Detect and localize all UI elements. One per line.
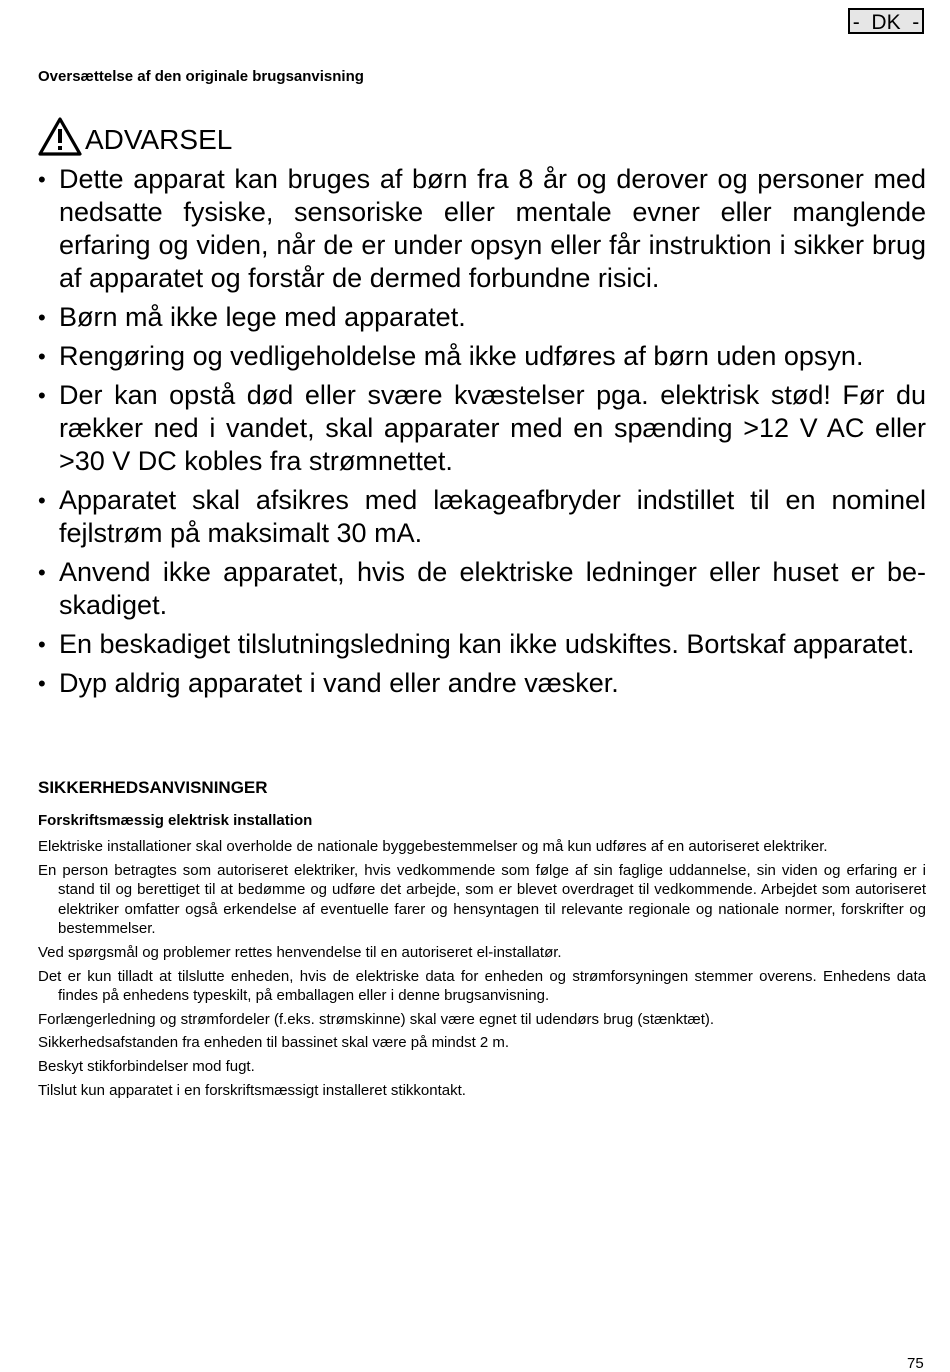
bullet: • — [38, 167, 46, 192]
safety-paragraph: Sikkerhedsafstanden fra enheden til bassinet skal være på mindst 2 m. — [38, 1034, 510, 1052]
bullet: • — [38, 560, 46, 585]
safety-paragraph: Elektriske installationer skal overholde de nationale byggebestemmelser og må kun udføres af en autoriseret elektriker. — [38, 838, 828, 855]
warning-item-text: Apparatet skal afsikres med lækageafbryder indstillet til en nominel fejlstrøm på maksimalt 30 mA. — [59, 485, 926, 548]
safety-paragraph: Tilslut kun apparatet i en forskriftsmæssigt installeret stikkontakt. — [38, 1081, 466, 1099]
warning-item-text: Anvend ikke apparatet, hvis de elektriske ledninger eller huset er beskadiget. — [59, 557, 926, 620]
warning-item — [38, 301, 926, 334]
warning-item-text: Der kan opstå død eller svære kvæstelser pga. elektrisk stød! Før du rækker ned i vandet, skal apparater med en spænding >12 V AC eller >30 V DC kobles fra strømnettet. — [59, 380, 926, 476]
warning-item — [38, 484, 926, 550]
warning-item-text: Dette apparat kan bruges af børn fra 8 år og derover og personer med nedsatte fysiske, sensoriske eller mentale evner eller manglende erfaring og viden, når de er under opsyn eller får instruktion i sikker brug af apparatet og forstår de dermed forbundne risici. — [59, 164, 926, 293]
warning-item-text: Dyp aldrig apparatet i vand eller andre væsker. — [59, 668, 619, 698]
warning-item-text: En beskadiget tilslutningsledning kan ikke udskiftes. Bortskaf apparatet. — [59, 629, 915, 659]
bullet: • — [38, 344, 46, 369]
safety-paragraph: Det er kun tilladt at tilslutte enheden, hvis de elektriske data for enheden og strømforsyningen stemmer overens. Enhedens data findes på enhedens typeskilt, på emballagen eller i denne brugsanvisning. — [38, 967, 926, 1005]
safety-paragraphs — [38, 837, 926, 1104]
bullet: • — [38, 488, 46, 513]
safety-section-title: SIKKERHEDSANVISNINGER — [38, 778, 268, 797]
safety-paragraph: Ved spørgsmål og problemer rettes henvendelse til en autoriseret el-installatør. — [38, 943, 562, 961]
language-badge: - DK - — [848, 8, 924, 34]
warning-item — [38, 628, 926, 661]
safety-paragraph: Beskyt stikforbindelser mod fugt. — [38, 1057, 255, 1075]
warning-item — [38, 379, 926, 478]
warning-title: ADVARSEL — [85, 124, 233, 155]
warning-item-text: Rengøring og vedligeholdelse må ikke udføres af børn uden opsyn. — [59, 341, 864, 371]
warning-item — [38, 667, 926, 700]
warning-item — [38, 340, 926, 373]
warning-item — [38, 163, 926, 295]
safety-paragraph: En person betragtes som autoriseret elektriker, hvis vedkommende som følge af sin faglige uddannelse, sin viden og erfaring er i stand til og berettiget til at bedømme og udføre det arbejde, som er blevet overdraget til vedkommende. Arbejdet som autoriseret elektriker omfatter også erkendelse af eventuelle farer og hensyntagen til relevante regionale og nationale normer, forskrifter og bestemmelser. — [38, 861, 926, 938]
bullet: • — [38, 671, 46, 696]
warning-triangle-icon — [38, 116, 82, 156]
document-subtitle: Oversættelse af den originale brugsanvisning — [38, 68, 364, 85]
bullet: • — [38, 383, 46, 408]
bullet: • — [38, 632, 46, 657]
bullet: • — [38, 305, 46, 330]
safety-subsection-title: Forskriftsmæssig elektrisk installation — [38, 812, 313, 829]
page-number: 75 — [907, 1355, 924, 1372]
warning-heading — [38, 112, 232, 156]
warning-item — [38, 556, 926, 622]
safety-paragraph: Forlængerledning og strømfordeler (f.eks. strømskinne) skal være egnet til udendørs brug (stænktæt). — [38, 1010, 715, 1028]
warning-list — [38, 163, 926, 706]
warning-item-text: Børn må ikke lege med apparatet. — [59, 302, 466, 332]
